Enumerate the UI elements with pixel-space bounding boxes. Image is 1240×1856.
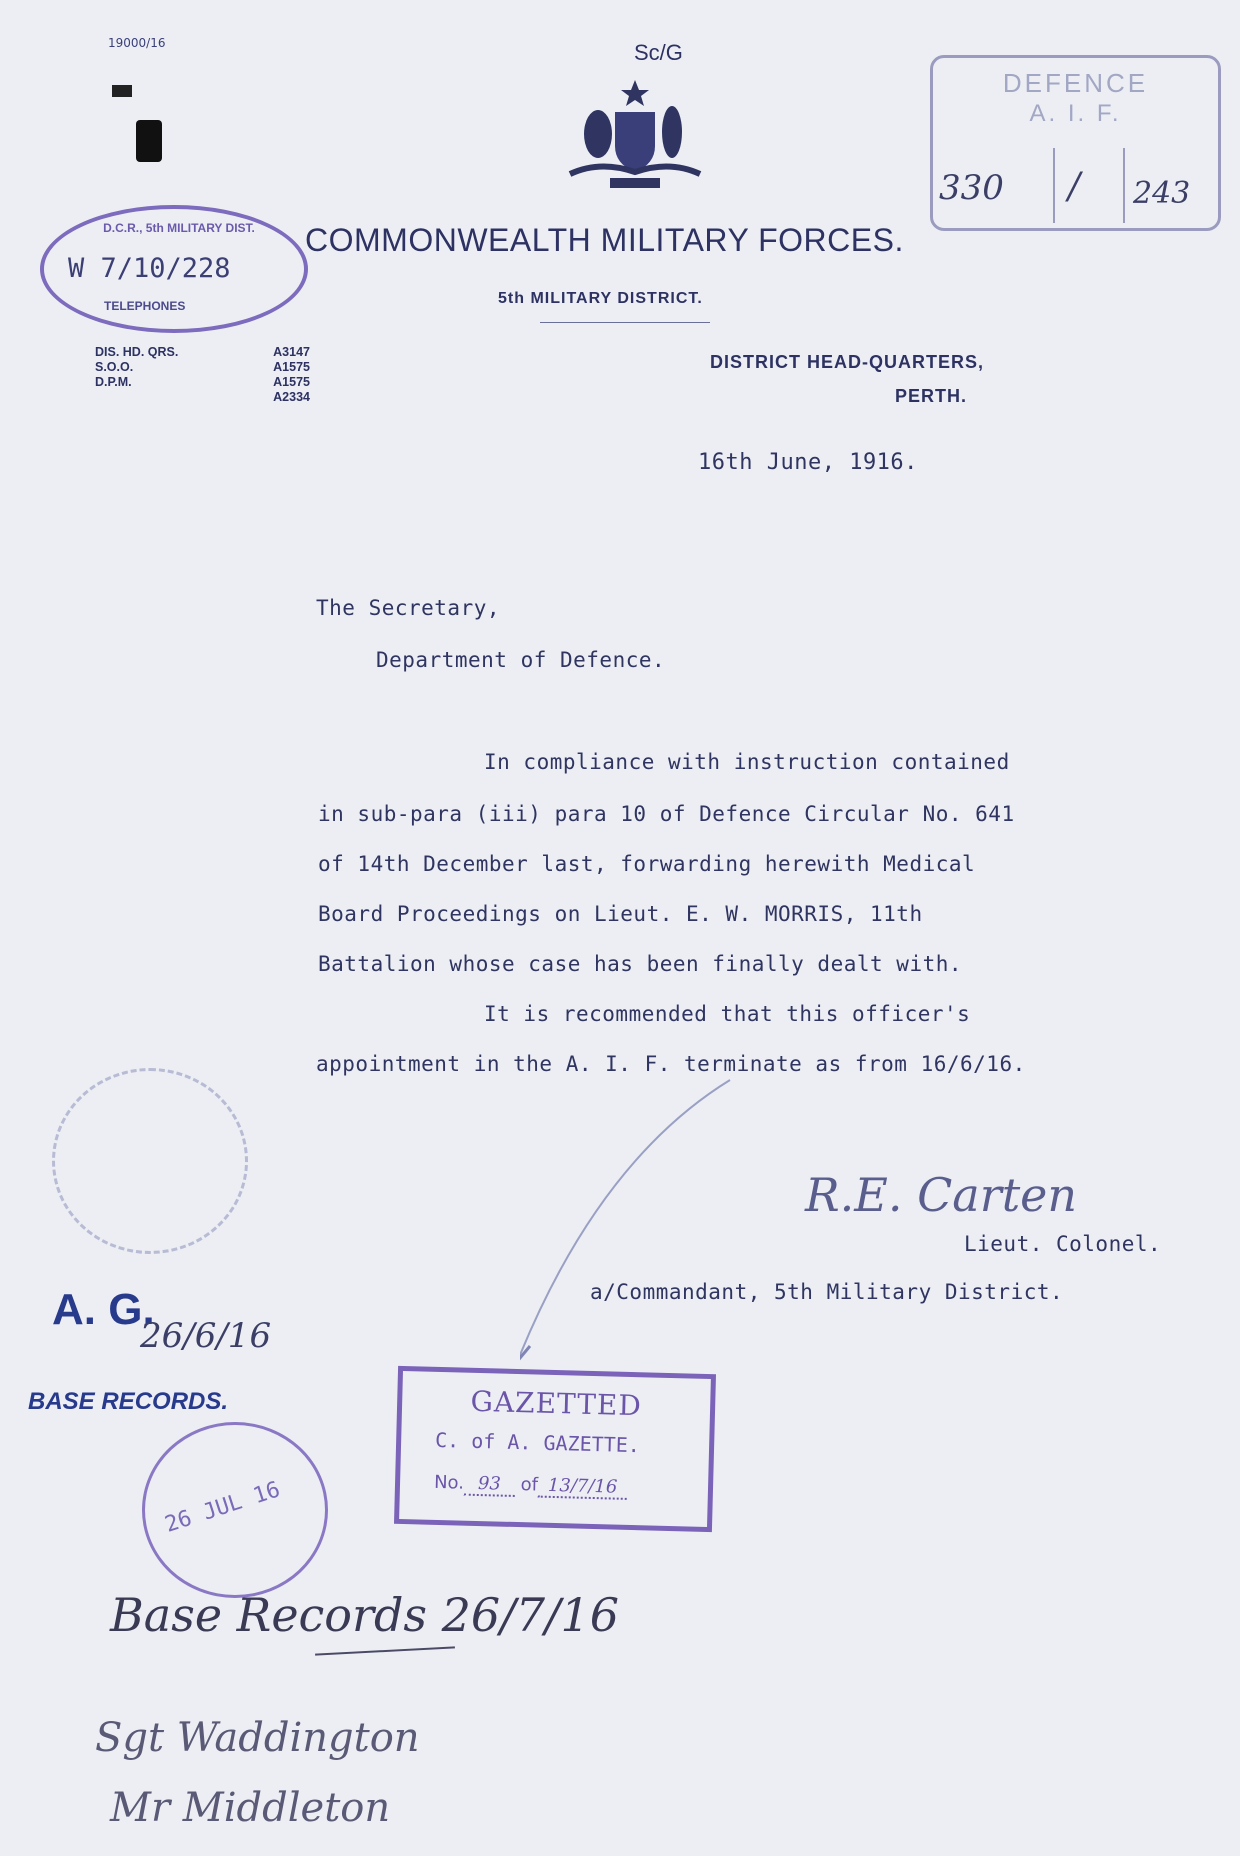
body-line: Board Proceedings on Lieut. E. W. MORRIS, 11th [318,902,923,926]
phone-row: A2334 [273,390,310,404]
note-line-2: Sgt Waddington [95,1715,420,1761]
phone-row: DIS. HD. QRS. A3147 [95,345,310,359]
gazetted-stamp [394,1366,716,1532]
hq-line2: PERTH. [895,386,968,406]
body-line: of 14th December last, forwarding herewith Medical [318,852,976,876]
coat-of-arms-emblem [560,76,710,194]
tack-mark [112,85,132,97]
ag-mark: A. G. [52,1285,155,1334]
oval-stamp-bottom: TELEPHONES [104,299,186,313]
signature: R.E. Carten [805,1168,1078,1222]
base-records-label: BASE RECORDS. [28,1388,229,1415]
phone-row: D.P.M. A1575 [95,375,310,389]
body-line: Battalion whose case has been finally dealt with. [318,952,963,976]
subtitle-rule [540,322,710,323]
stamp-number-2: 243 [1133,176,1191,211]
gazette-number: 93 [464,1473,515,1497]
letterhead-title: COMMONWEALTH MILITARY FORCES. [305,222,904,258]
faint-received-stamp [52,1068,248,1254]
ag-date: 26/6/16 [140,1316,272,1356]
stamp-number-1: 330 [939,168,1004,208]
gazetted-title: GAZETTED [470,1384,643,1423]
oval-stamp-top: D.C.R., 5th MILITARY DIST. [103,221,255,235]
defence-aif-stamp [930,55,1221,231]
gazette-number-row: No. 93 of 13/7/16 [434,1472,628,1498]
base-records-received-stamp [142,1422,328,1598]
tack-hole [136,120,162,162]
top-reference: 19000/16 [108,36,166,50]
body-line: It is recommended that this officer's [484,1002,971,1026]
body-line: appointment in the A. I. F. terminate as from 16/6/16. [316,1052,1026,1076]
signatory-role: a/Commandant, 5th Military District. [590,1280,1064,1304]
received-stamp-date: 26 JUL 16 [162,1477,284,1538]
gazette-name: C. of A. GAZETTE. [434,1427,641,1458]
stamp-line2: A. I. F. [1029,100,1122,127]
oval-stamp-code: W 7/10/228 [68,253,231,284]
body-line: In compliance with instruction contained [484,750,1010,774]
phone-row: S.O.O. A1575 [95,360,310,374]
telephone-list [95,345,310,405]
body-line: in sub-para (iii) para 10 of Defence Circular No. 641 [318,802,1015,826]
file-code: Sc/G [634,40,683,65]
note-base-records: Base Records 26/7/16 [110,1588,619,1642]
addressee-line2: Department of Defence. [376,648,666,672]
gazette-date: 13/7/16 [538,1475,628,1500]
letterhead-subtitle: 5th MILITARY DISTRICT. [498,290,703,307]
letter-date: 16th June, 1916. [698,450,918,475]
addressee-line1: The Secretary, [316,596,501,620]
stamp-line1: DEFENCE [1002,68,1149,98]
note-line-3: Mr Middleton [110,1785,391,1831]
note-underline [315,1646,455,1655]
hq-line1: DISTRICT HEAD-QUARTERS, [710,352,984,372]
stamp-slash: / [1068,166,1081,207]
routing-arrow [520,1070,740,1370]
signatory-title: Lieut. Colonel. [964,1232,1162,1256]
oval-received-stamp [40,205,308,333]
